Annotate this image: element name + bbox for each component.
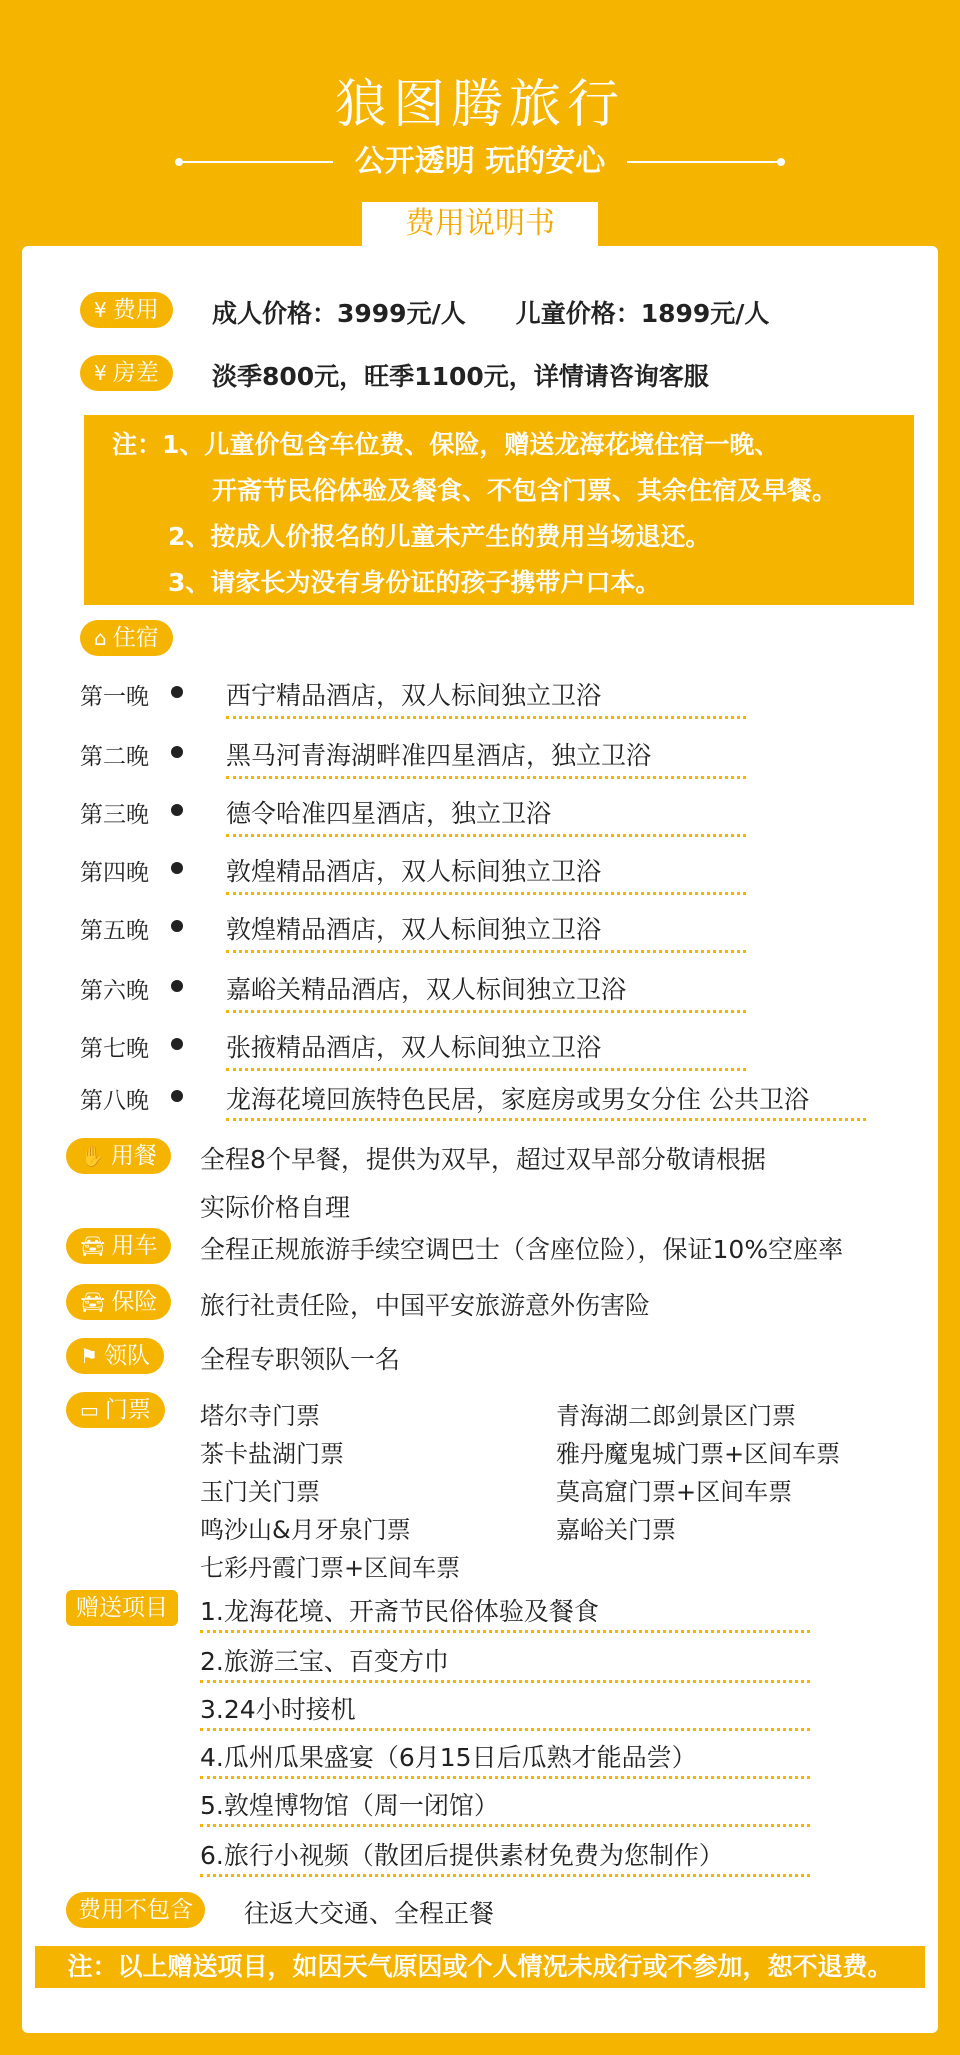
notes-box <box>84 415 914 605</box>
gifts-badge <box>66 1590 178 1626</box>
gift-item: 1.龙海花境、开斋节民俗体验及餐食 <box>200 1597 599 1626</box>
insurance-badge <box>66 1284 171 1320</box>
room-diff-badge-label: 房差 <box>112 360 159 386</box>
doc-title: 费用说明书 <box>362 202 598 246</box>
meals-text-line-1: 全程8个早餐，提供为双早，超过双早部分敬请根据 <box>200 1145 766 1174</box>
guide-badge <box>66 1338 164 1374</box>
dotted-divider <box>226 716 746 719</box>
ticket-item: 青海湖二郎剑景区门票 <box>556 1402 796 1430</box>
gift-item: 5.敦煌博物馆（周一闭馆） <box>200 1791 499 1820</box>
ticket-item: 七彩丹霞门票+区间车票 <box>200 1554 461 1582</box>
ticket-icon: ▭ <box>80 1398 99 1422</box>
meals-text-line-2: 实际价格自理 <box>200 1193 351 1222</box>
flag-icon: ⚑ <box>80 1344 98 1368</box>
insurance-badge-label: 保险 <box>111 1289 158 1315</box>
timeline-dot <box>171 1038 183 1050</box>
guide-text: 全程专职领队一名 <box>200 1345 401 1374</box>
night-text: 龙海花境回族特色民居，家庭房或男女分住 公共卫浴 <box>226 1085 809 1114</box>
slogan-line-right <box>627 161 777 163</box>
timeline-dot <box>171 862 183 874</box>
dotted-divider <box>226 1118 866 1121</box>
dotted-divider <box>226 834 746 837</box>
timeline-dot <box>171 804 183 816</box>
hand-icon: ✋ <box>80 1144 105 1168</box>
excluded-badge-label: 费用不包含 <box>78 1897 193 1923</box>
dotted-divider <box>200 1776 810 1779</box>
dotted-divider <box>226 776 746 779</box>
note-line-4: 3、请家长为没有身份证的孩子携带户口本。 <box>168 568 661 597</box>
ticket-item: 莫高窟门票+区间车票 <box>556 1478 793 1506</box>
timeline-dot <box>171 980 183 992</box>
price-badge-label: 费用 <box>112 297 159 323</box>
dotted-divider <box>200 1630 810 1633</box>
ticket-item: 雅丹魔鬼城门票+区间车票 <box>556 1440 841 1468</box>
dotted-divider <box>226 1068 746 1071</box>
dotted-divider <box>200 1728 810 1731</box>
timeline-dot <box>171 686 183 698</box>
room-diff-text: 淡季800元，旺季1100元，详情请咨询客服 <box>212 362 709 391</box>
dotted-divider <box>226 950 746 953</box>
night-label: 第二晚 <box>80 744 149 770</box>
ticket-item: 鸣沙山&月牙泉门票 <box>200 1516 411 1544</box>
night-text: 嘉峪关精品酒店，双人标间独立卫浴 <box>226 975 627 1004</box>
night-text: 西宁精品酒店，双人标间独立卫浴 <box>226 681 602 710</box>
room-diff-badge <box>80 355 173 391</box>
lodging-badge <box>80 620 173 656</box>
price-tag-icon: ¥ <box>94 361 107 385</box>
night-label: 第五晚 <box>80 918 149 944</box>
gift-item: 3.24小时接机 <box>200 1695 356 1724</box>
price-text: 成人价格：3999元/人 儿童价格：1899元/人 <box>212 299 770 328</box>
footer-note: 注：以上赠送项目，如因天气原因或个人情况未成行或不参加，恕不退费。 <box>35 1946 925 1988</box>
lodging-badge-label: 住宿 <box>112 625 159 651</box>
gifts-badge-label: 赠送项目 <box>76 1595 168 1621</box>
insurance-text: 旅行社责任险，中国平安旅游意外伤害险 <box>200 1291 651 1320</box>
price-badge <box>80 292 173 328</box>
dotted-divider <box>226 1010 746 1013</box>
ticket-item: 玉门关门票 <box>200 1478 320 1506</box>
price-tag-icon: ¥ <box>94 298 107 322</box>
vehicle-badge <box>66 1228 171 1264</box>
night-label: 第四晚 <box>80 860 149 886</box>
vehicle-badge-label: 用车 <box>111 1233 158 1259</box>
night-label: 第六晚 <box>80 978 149 1004</box>
car-icon: 🚘︎ <box>80 1234 106 1258</box>
night-text: 黑马河青海湖畔准四星酒店，独立卫浴 <box>226 741 652 770</box>
night-label: 第七晚 <box>80 1036 149 1062</box>
night-label: 第八晚 <box>80 1088 149 1114</box>
tickets-badge <box>66 1392 165 1428</box>
timeline-dot <box>171 920 183 932</box>
slogan: 公开透明 玩的安心 <box>354 144 606 179</box>
note-line-2: 开斋节民俗体验及餐食、不包含门票、其余住宿及早餐。 <box>212 476 838 505</box>
car-icon: 🚘︎ <box>80 1290 106 1314</box>
meals-badge-label: 用餐 <box>110 1143 157 1169</box>
night-text: 敦煌精品酒店，双人标间独立卫浴 <box>226 857 602 886</box>
ticket-item: 嘉峪关门票 <box>556 1516 676 1544</box>
night-text: 德令哈准四星酒店，独立卫浴 <box>226 799 552 828</box>
ticket-item: 塔尔寺门票 <box>200 1402 320 1430</box>
timeline-dot <box>171 1090 183 1102</box>
vehicle-text: 全程正规旅游手续空调巴士（含座位险），保证10%空座率 <box>200 1235 844 1264</box>
slogan-dot-right <box>777 158 785 166</box>
night-text: 张掖精品酒店，双人标间独立卫浴 <box>226 1033 602 1062</box>
brand-title: 狼图腾旅行 <box>334 75 625 135</box>
night-text: 敦煌精品酒店，双人标间独立卫浴 <box>226 915 602 944</box>
ticket-item: 茶卡盐湖门票 <box>200 1440 344 1468</box>
meals-badge <box>66 1138 171 1174</box>
dotted-divider <box>200 1824 810 1827</box>
slogan-row <box>175 142 785 182</box>
night-label: 第三晚 <box>80 802 149 828</box>
excluded-badge <box>66 1892 205 1928</box>
dotted-divider <box>200 1680 810 1683</box>
guide-badge-label: 领队 <box>103 1343 150 1369</box>
note-line-1: 注：1、儿童价包含车位费、保险，赠送龙海花境住宿一晚、 <box>112 430 780 459</box>
night-label: 第一晚 <box>80 684 149 710</box>
timeline-dot <box>171 746 183 758</box>
gift-item: 4.瓜州瓜果盛宴（6月15日后瓜熟才能品尝） <box>200 1743 697 1772</box>
dotted-divider <box>226 892 746 895</box>
tickets-badge-label: 门票 <box>104 1397 151 1423</box>
gift-item: 6.旅行小视频（散团后提供素材免费为您制作） <box>200 1841 724 1870</box>
dotted-divider <box>200 1874 810 1877</box>
gift-item: 2.旅游三宝、百变方巾 <box>200 1647 449 1676</box>
home-icon: ⌂ <box>94 626 107 650</box>
excluded-text: 往返大交通、全程正餐 <box>244 1899 495 1928</box>
note-line-3: 2、按成人价报名的儿童未产生的费用当场退还。 <box>168 522 711 551</box>
